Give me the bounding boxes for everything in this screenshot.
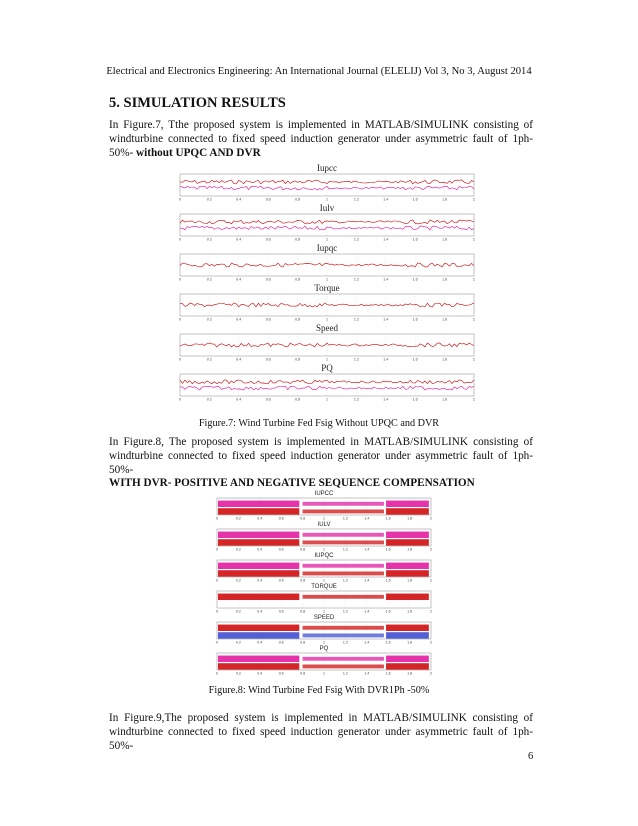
x-tick-label: 0.8	[295, 357, 301, 362]
x-tick-label: 1.2	[342, 671, 348, 676]
x-tick-label: 0.8	[295, 237, 301, 242]
waveform-band	[303, 509, 384, 513]
x-tick-label: 1.2	[353, 197, 359, 202]
waveform-band	[386, 632, 429, 638]
x-tick-label: 0.4	[257, 516, 263, 521]
x-tick-label: 0	[216, 640, 218, 645]
x-tick-label: 0.8	[300, 516, 306, 521]
journal-header: Electrical and Electronics Engineering: An International Journal (ELELIJ) Vol 3, No 3, August 2014	[106, 66, 532, 77]
x-tick-label: 0	[216, 547, 218, 552]
x-tick-label: 0	[179, 197, 181, 202]
x-tick-label: 0.2	[235, 609, 241, 614]
waveform-band	[303, 571, 384, 575]
x-tick-label: 2	[430, 516, 432, 521]
panel-title: SPEED	[313, 615, 335, 621]
x-tick-label: 2	[473, 277, 475, 282]
x-tick-label: 1.8	[407, 516, 413, 521]
x-tick-label: 1.4	[364, 609, 370, 614]
x-tick-label: 0.6	[278, 516, 284, 521]
x-tick-label: 0.2	[206, 237, 212, 242]
x-tick-label: 0.2	[235, 516, 241, 521]
x-tick-label: 0	[179, 237, 181, 242]
x-tick-label: 1.4	[383, 237, 389, 242]
x-tick-label: 0	[179, 397, 181, 402]
x-tick-label: 1	[323, 640, 325, 645]
waveform-band	[386, 501, 429, 507]
panel-title: Torque	[314, 283, 340, 293]
x-tick-label: 1	[323, 609, 325, 614]
waveform-band	[218, 594, 299, 600]
x-tick-label: 0.6	[278, 609, 284, 614]
x-tick-label: 1	[323, 578, 325, 583]
x-tick-label: 0.4	[257, 547, 263, 552]
x-tick-label: 1.2	[353, 277, 359, 282]
x-tick-label: 0.2	[235, 671, 241, 676]
x-tick-label: 2	[430, 640, 432, 645]
x-tick-label: 1	[326, 277, 328, 282]
x-tick-label: 1.6	[412, 277, 418, 282]
x-tick-label: 1.8	[442, 397, 448, 402]
x-tick-label: 0.2	[206, 357, 212, 362]
x-tick-label: 1.8	[407, 578, 413, 583]
x-tick-label: 0.6	[278, 578, 284, 583]
x-tick-label: 0.6	[265, 397, 271, 402]
panel-title: IUPCC	[314, 491, 334, 497]
page-number: 6	[528, 751, 534, 762]
waveform-band	[218, 563, 299, 569]
figure8-caption: Figure.8: Wind Turbine Fed Fsig With DVR1Ph -50%	[208, 685, 430, 696]
waveform-band	[386, 656, 429, 662]
x-tick-label: 1.6	[412, 317, 418, 322]
waveform-band	[218, 656, 299, 662]
x-tick-label: 1.6	[385, 516, 391, 521]
x-tick-label: 1	[323, 516, 325, 521]
x-tick-label: 0.8	[295, 277, 301, 282]
subheading-dvr: WITH DVR- POSITIVE AND NEGATIVE SEQUENCE COMPENSATION	[109, 477, 475, 489]
waveform-band	[303, 657, 384, 661]
x-tick-label: 2	[473, 357, 475, 362]
x-tick-label: 2	[430, 578, 432, 583]
x-tick-label: 1.2	[342, 609, 348, 614]
x-tick-label: 1.6	[412, 397, 418, 402]
x-tick-label: 1.8	[442, 357, 448, 362]
x-tick-label: 1.2	[353, 397, 359, 402]
waveform-band	[303, 633, 384, 637]
x-tick-label: 1.8	[442, 237, 448, 242]
waveform-band	[386, 663, 429, 669]
x-tick-label: 1.4	[364, 516, 370, 521]
x-tick-label: 1.6	[412, 357, 418, 362]
section-title-text: . SIMULATION RESULTS	[116, 95, 286, 111]
x-tick-label: 1.4	[383, 317, 389, 322]
x-tick-label: 0.8	[295, 317, 301, 322]
x-tick-label: 1.6	[412, 237, 418, 242]
x-tick-label: 0.4	[236, 397, 242, 402]
x-tick-label: 0.6	[265, 317, 271, 322]
x-tick-label: 1.4	[364, 578, 370, 583]
x-tick-label: 0.2	[235, 547, 241, 552]
x-tick-label: 2	[473, 317, 475, 322]
waveform-band	[218, 539, 299, 545]
x-tick-label: 1	[323, 547, 325, 552]
waveform-band	[386, 570, 429, 576]
x-tick-label: 1.4	[383, 357, 389, 362]
x-tick-label: 1.6	[385, 671, 391, 676]
waveform-band	[218, 570, 299, 576]
waveform-band	[386, 508, 429, 514]
x-tick-label: 1	[326, 197, 328, 202]
x-tick-label: 1	[326, 357, 328, 362]
x-tick-label: 1.8	[407, 640, 413, 645]
paragraph-figure7	[109, 118, 533, 160]
figure7-caption: Figure.7: Wind Turbine Fed Fsig Without UPQC and DVR	[198, 418, 440, 429]
waveform-band	[218, 625, 299, 631]
waveform-band	[303, 540, 384, 544]
x-tick-label: 1.4	[383, 277, 389, 282]
x-tick-label: 1.6	[412, 197, 418, 202]
x-tick-label: 1	[326, 397, 328, 402]
x-tick-label: 0.2	[206, 277, 212, 282]
panel-title: PQ	[319, 646, 329, 652]
x-tick-label: 0.4	[257, 609, 263, 614]
x-tick-label: 0.2	[206, 317, 212, 322]
x-tick-label: 1.2	[342, 640, 348, 645]
paragraph-figure7-bold: without UPQC AND DVR	[136, 147, 261, 159]
x-tick-label: 1	[323, 671, 325, 676]
x-tick-label: 2	[430, 671, 432, 676]
x-tick-label: 0	[216, 609, 218, 614]
x-tick-label: 1.2	[353, 357, 359, 362]
x-tick-label: 1.4	[364, 547, 370, 552]
waveform-band	[303, 502, 384, 506]
x-tick-label: 2	[430, 609, 432, 614]
x-tick-label: 0.6	[265, 277, 271, 282]
x-tick-label: 0.4	[236, 317, 242, 322]
x-tick-label: 0.4	[236, 277, 242, 282]
x-tick-label: 2	[430, 547, 432, 552]
waveform-band	[218, 632, 299, 638]
waveform-band	[303, 533, 384, 537]
x-tick-label: 1.2	[342, 516, 348, 521]
x-tick-label: 0	[216, 578, 218, 583]
x-tick-label: 1.8	[407, 547, 413, 552]
panel-title: IUPQC	[314, 553, 334, 559]
waveform-band	[386, 563, 429, 569]
x-tick-label: 0.4	[236, 237, 242, 242]
waveform-band	[218, 501, 299, 507]
panel-title: Speed	[316, 323, 338, 333]
x-tick-label: 1.8	[442, 197, 448, 202]
x-tick-label: 0	[179, 277, 181, 282]
x-tick-label: 0.8	[295, 397, 301, 402]
x-tick-label: 0.4	[236, 197, 242, 202]
waveform-band	[386, 532, 429, 538]
x-tick-label: 0.8	[300, 578, 306, 583]
waveform-band	[303, 564, 384, 568]
x-tick-label: 1.6	[385, 547, 391, 552]
figure8-image	[205, 489, 437, 679]
x-tick-label: 1.8	[407, 609, 413, 614]
waveform-band	[386, 625, 429, 631]
x-tick-label: 0.4	[257, 671, 263, 676]
x-tick-label: 0.6	[278, 640, 284, 645]
x-tick-label: 0.4	[257, 578, 263, 583]
x-tick-label: 1.6	[385, 609, 391, 614]
x-tick-label: 1.4	[383, 397, 389, 402]
x-tick-label: 1.4	[364, 640, 370, 645]
x-tick-label: 0.2	[206, 397, 212, 402]
x-tick-label: 0	[179, 357, 181, 362]
x-tick-label: 0.6	[265, 237, 271, 242]
x-tick-label: 0.8	[295, 197, 301, 202]
x-tick-label: 0.8	[300, 671, 306, 676]
x-tick-label: 0	[216, 516, 218, 521]
x-tick-label: 1.6	[385, 640, 391, 645]
x-tick-label: 1.6	[385, 578, 391, 583]
x-tick-label: 1	[326, 317, 328, 322]
x-tick-label: 1.4	[364, 671, 370, 676]
paragraph-figure8: In Figure.8, The proposed system is implemented in MATLAB/SIMULINK consisting of windturbine connected to fixed speed induction generator under asymmetric fault of 1ph-50%-	[109, 436, 533, 476]
panel-title: Iupcc	[317, 163, 337, 173]
panel-title: Iulv	[319, 203, 335, 213]
x-tick-label: 0.2	[235, 578, 241, 583]
x-tick-label: 0.6	[265, 357, 271, 362]
x-tick-label: 1.2	[353, 317, 359, 322]
x-tick-label: 0.4	[236, 357, 242, 362]
x-tick-label: 0.8	[300, 609, 306, 614]
x-tick-label: 1.2	[342, 578, 348, 583]
x-tick-label: 1.2	[342, 547, 348, 552]
waveform-band	[303, 626, 384, 630]
panel-title: PQ	[321, 363, 333, 373]
x-tick-label: 1.8	[442, 277, 448, 282]
x-tick-label: 0.6	[265, 197, 271, 202]
waveform-band	[386, 594, 429, 600]
waveform-band	[218, 663, 299, 669]
paragraph-figure7-text: In Figure.7, Tthe proposed system is implemented in MATLAB/SIMULINK consisting of windturbine connected to fixed speed induction generator under asymmetric fault of 1ph-50%-	[109, 119, 533, 159]
x-tick-label: 1.8	[407, 671, 413, 676]
x-tick-label: 1.8	[442, 317, 448, 322]
x-tick-label: 0.6	[278, 547, 284, 552]
panel-title: TORQUE	[311, 584, 337, 590]
x-tick-label: 2	[473, 397, 475, 402]
x-tick-label: 1.2	[353, 237, 359, 242]
waveform-band	[218, 532, 299, 538]
x-tick-label: 0.6	[278, 671, 284, 676]
x-tick-label: 0.8	[300, 640, 306, 645]
waveform-band	[303, 595, 384, 599]
x-tick-label: 2	[473, 197, 475, 202]
x-tick-label: 0	[216, 671, 218, 676]
x-tick-label: 0.2	[206, 197, 212, 202]
x-tick-label: 1	[326, 237, 328, 242]
x-tick-label: 2	[473, 237, 475, 242]
x-tick-label: 0.2	[235, 640, 241, 645]
waveform-band	[386, 539, 429, 545]
paragraph-figure9: In Figure.9,The proposed system is implemented in MATLAB/SIMULINK consisting of windturbine connected to fixed speed induction generator under asymmetric fault of 1ph-50%-	[109, 712, 533, 752]
x-tick-label: 0.8	[300, 547, 306, 552]
figure7-image	[172, 160, 478, 406]
section-title	[109, 95, 286, 112]
panel-title: Iupqc	[316, 243, 338, 253]
waveform-band	[218, 508, 299, 514]
x-tick-label: 1.4	[383, 197, 389, 202]
x-tick-label: 0	[179, 317, 181, 322]
section-number: 5	[109, 95, 117, 111]
waveform-band	[303, 664, 384, 668]
x-tick-label: 0.4	[257, 640, 263, 645]
panel-title: IULV	[317, 522, 331, 528]
